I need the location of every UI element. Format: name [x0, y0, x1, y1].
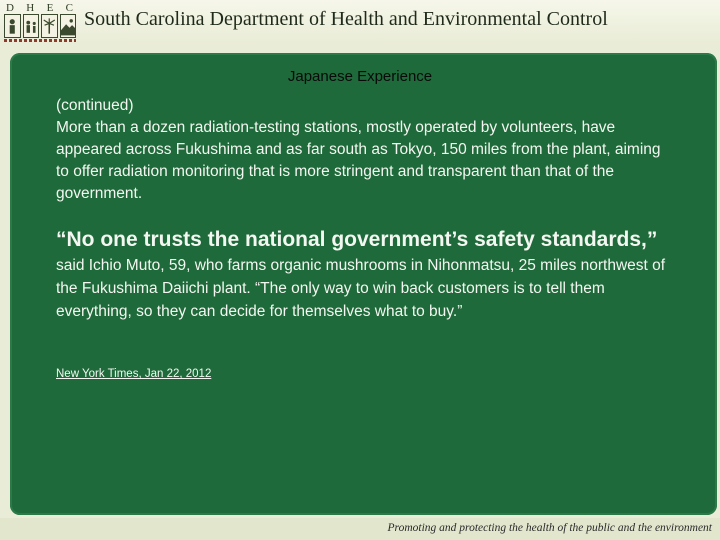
header-bar	[0, 0, 720, 44]
footer-bar	[0, 518, 720, 540]
logo-panel-person-icon	[4, 14, 21, 38]
slide-title: Japanese Experience	[287, 68, 433, 85]
logo-letter-e: E	[46, 2, 55, 14]
organization-name: South Carolina Department of Health and Environmental Control	[84, 8, 608, 30]
quote-rest: said Ichio Muto, 59, who farms organic mushrooms in Nihonmatsu, 25 miles northwest of the Fukushima Daiichi plant. “The only way to win back customers is to tell them everything, so they can decide for themselves what to buy.”	[56, 257, 666, 320]
continued-label: (continued)	[56, 97, 134, 114]
logo-panel-family-icon	[23, 14, 40, 38]
footer-tagline: Promoting and protecting the health of the public and the environment	[387, 522, 712, 534]
source-link[interactable]: New York Times, Jan 22, 2012	[56, 368, 212, 380]
logo-caption-strip	[4, 39, 76, 42]
body-paragraph	[56, 95, 671, 205]
logo-letter-c: C	[65, 2, 74, 14]
logo-panels	[4, 14, 76, 38]
dhec-logo	[2, 2, 78, 42]
quote-paragraph	[56, 226, 671, 323]
logo-letters	[2, 2, 78, 14]
paragraph-body: More than a dozen radiation-testing stations, mostly operated by volunteers, have appeared across Fukushima and as far south as Tokyo, 150 miles from the plant, aiming to offer radiation monitoring that is more stringent and transparent than that of the government.	[56, 119, 661, 202]
quote-lead: “No one trusts the national government’s safety standards,”	[56, 228, 658, 251]
logo-letter-h: H	[26, 2, 36, 14]
logo-letter-d: D	[6, 2, 15, 14]
logo-panel-palmetto-icon	[41, 14, 58, 38]
logo-panel-landscape-icon	[60, 14, 77, 38]
